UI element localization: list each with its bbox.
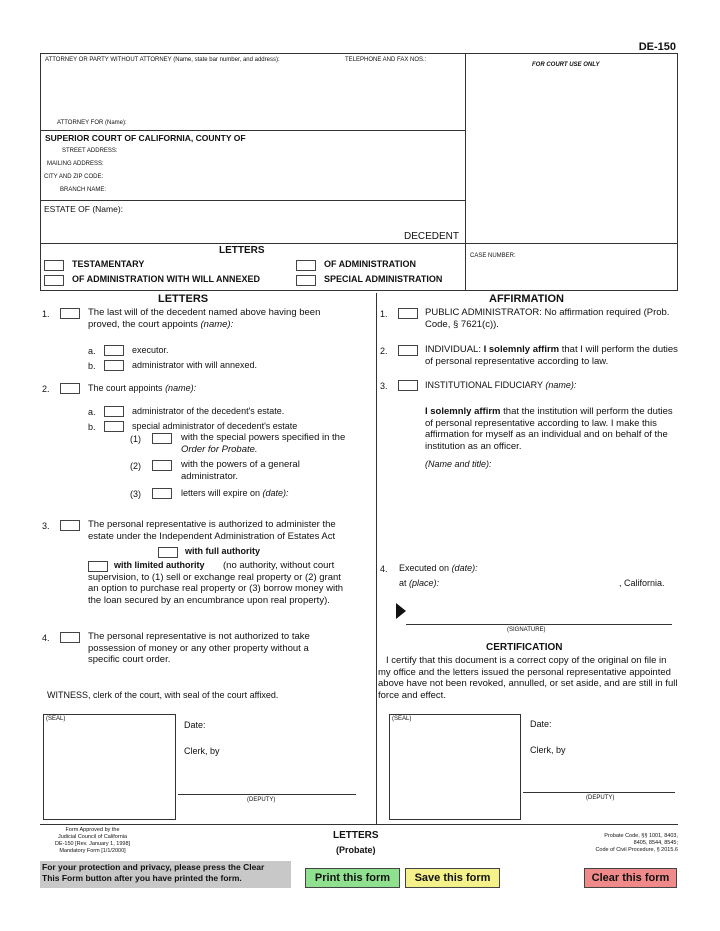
- special-powers-checkbox[interactable]: [152, 433, 172, 444]
- right-clerk-label: Clerk, by: [530, 745, 566, 755]
- letters-item3-text: The personal representative is authorized to administer the estate under the Independent Administration of Estates Act: [88, 519, 336, 542]
- executor-label: executor.: [132, 345, 169, 355]
- left-date-label: Date:: [184, 720, 206, 730]
- administrator-will-checkbox[interactable]: [104, 360, 124, 371]
- administrator-estate-label: administrator of the decedent's estate.: [132, 406, 285, 416]
- mailing-label: MAILING ADDRESS:: [47, 161, 104, 167]
- limited-authority-label: with limited authority: [114, 560, 205, 570]
- privacy-notice: For your protection and privacy, please press the Clear This Form button after you have printed the form.: [40, 861, 291, 888]
- case-number-label: CASE NUMBER:: [470, 253, 516, 259]
- testamentary-checkbox[interactable]: [44, 260, 64, 271]
- sub2-number: (2): [130, 461, 141, 471]
- letters-item2-number: 2.: [42, 384, 50, 394]
- special-administrator-label: special administrator of decedent's estate: [132, 421, 298, 431]
- at-place-label: at (place):: [399, 578, 440, 588]
- executed-on-label: Executed on (date):: [399, 563, 478, 573]
- individual-checkbox[interactable]: [398, 345, 418, 356]
- of-administration-label: OF ADMINISTRATION: [324, 259, 416, 269]
- letters-item4-text: The personal representative is not authorized to take possession of money or any other property without a specific court order.: [88, 631, 310, 666]
- certification-text: I certify that this document is a correct copy of the original on file in my office and the letters issued the personal representative appointed above have not been revoked, annulled, or set aside, and are still in full force and effect.: [378, 655, 678, 701]
- approval-block: Form Approved by the Judicial Council of California DE-150 [Rev. January 1, 1998] Mandatory Form [1/1/2000]: [54, 827, 131, 855]
- decedent-label: DECEDENT: [404, 231, 460, 242]
- administrator-will-label: administrator with will annexed.: [132, 360, 258, 370]
- letters-item2a-letter: a.: [88, 407, 96, 417]
- right-seal-box: [389, 714, 521, 820]
- expire-checkbox[interactable]: [152, 488, 172, 499]
- left-deputy-label: (DEPUTY): [247, 797, 276, 803]
- affirmation-heading: AFFIRMATION: [489, 293, 564, 305]
- general-powers-checkbox[interactable]: [152, 460, 172, 471]
- form-number: DE-150: [638, 41, 676, 53]
- left-seal-box: [43, 714, 176, 820]
- estate-label: ESTATE OF (Name):: [44, 204, 124, 214]
- affirmation-item4-number: 4.: [380, 564, 388, 574]
- clear-button[interactable]: Clear this form: [584, 868, 677, 888]
- expire-text: letters will expire on (date):: [181, 488, 289, 498]
- of-administration-checkbox[interactable]: [296, 260, 316, 271]
- california-label: , California.: [619, 578, 665, 588]
- institutional-fiduciary-checkbox[interactable]: [398, 380, 418, 391]
- code-citations: Probate Code, §§ 1001, 8403, 8405, 8544, 8545; Code of Civil Procedure, § 2015.6: [595, 833, 678, 854]
- institution-name-title-label: (Name and title):: [425, 459, 492, 469]
- letters-item3-checkbox[interactable]: [60, 520, 80, 531]
- attorney-for-label: ATTORNEY FOR (Name):: [57, 120, 127, 126]
- letters-item4-checkbox[interactable]: [60, 632, 80, 643]
- footer-subtitle: (Probate): [336, 845, 376, 855]
- letters-item1-number: 1.: [42, 309, 50, 319]
- witness-text: WITNESS, clerk of the court, with seal of the court affixed.: [47, 690, 279, 700]
- general-powers-text: with the powers of a general administrator.: [181, 459, 300, 482]
- full-authority-label: with full authority: [185, 546, 260, 556]
- letters-heading: LETTERS: [158, 293, 209, 305]
- with-will-label: OF ADMINISTRATION WITH WILL ANNEXED: [72, 274, 260, 284]
- letters-type-title: LETTERS: [219, 245, 265, 256]
- full-authority-checkbox[interactable]: [158, 547, 178, 558]
- letters-item1-checkbox[interactable]: [60, 308, 80, 319]
- administrator-estate-checkbox[interactable]: [104, 406, 124, 417]
- save-button[interactable]: Save this form: [405, 868, 500, 888]
- letters-item2-text: The court appoints (name):: [88, 383, 197, 393]
- letters-item1-text: The last will of the decedent named above having been proved, the court appoints (name):: [88, 307, 321, 330]
- right-seal-label: (SEAL): [392, 716, 412, 722]
- certification-heading: CERTIFICATION: [486, 642, 563, 653]
- city-label: CITY AND ZIP CODE:: [44, 174, 104, 180]
- public-administrator-checkbox[interactable]: [398, 308, 418, 319]
- print-button[interactable]: Print this form: [305, 868, 400, 888]
- branch-label: BRANCH NAME:: [60, 187, 107, 193]
- institution-affirm-text: I solemnly affirm that the institution will perform the duties of personal representative according to law. I make this affirmation for myself as an individual and on behalf of the institution as an officer.: [425, 406, 673, 452]
- limited-authority-text: (no authority, without court supervision, to (1) sell or exchange real property or (2) grant an option to purchase real property or (3) borrow money with the loan secured by an encumbrance upon real property).: [88, 560, 344, 606]
- left-clerk-label: Clerk, by: [184, 746, 220, 756]
- affirmation-item3-number: 3.: [380, 381, 388, 391]
- affirmation-item2-number: 2.: [380, 346, 388, 356]
- sub1-number: (1): [130, 434, 141, 444]
- with-will-checkbox[interactable]: [44, 275, 64, 286]
- letters-item4-number: 4.: [42, 633, 50, 643]
- left-seal-label: (SEAL): [46, 716, 66, 722]
- header-box: [40, 53, 678, 291]
- letters-item2b-letter: b.: [88, 422, 96, 432]
- affirmation-item1-number: 1.: [380, 309, 388, 319]
- special-administration-checkbox[interactable]: [296, 275, 316, 286]
- right-date-label: Date:: [530, 719, 552, 729]
- sub3-number: (3): [130, 489, 141, 499]
- letters-item2-checkbox[interactable]: [60, 383, 80, 394]
- phone-label: TELEPHONE AND FAX NOS.:: [345, 57, 427, 63]
- executor-checkbox[interactable]: [104, 345, 124, 356]
- special-administration-label: SPECIAL ADMINISTRATION: [324, 274, 443, 284]
- footer-title: LETTERS: [333, 830, 379, 841]
- court-title: SUPERIOR COURT OF CALIFORNIA, COUNTY OF: [45, 133, 246, 143]
- public-administrator-text: PUBLIC ADMINISTRATOR: No affirmation required (Prob. Code, § 7621(c)).: [425, 307, 670, 330]
- signature-arrow-icon: [396, 603, 406, 619]
- letters-item1a-letter: a.: [88, 346, 96, 356]
- special-powers-text: with the special powers specified in the Order for Probate.: [181, 432, 346, 455]
- right-deputy-label: (DEPUTY): [586, 795, 615, 801]
- attorney-label: ATTORNEY OR PARTY WITHOUT ATTORNEY (Name, state bar number, and address):: [45, 57, 280, 63]
- street-label: STREET ADDRESS:: [62, 148, 118, 154]
- signature-label: (SIGNATURE): [507, 627, 546, 633]
- individual-text: INDIVIDUAL: I solemnly affirm that I will perform the duties of personal representative according to law.: [425, 344, 678, 367]
- letters-item1b-letter: b.: [88, 361, 96, 371]
- institutional-fiduciary-label: INSTITUTIONAL FIDUCIARY (name):: [425, 380, 577, 390]
- court-use-label: FOR COURT USE ONLY: [532, 62, 600, 68]
- special-administrator-checkbox[interactable]: [104, 421, 124, 432]
- testamentary-label: TESTAMENTARY: [72, 259, 145, 269]
- letters-item3-number: 3.: [42, 521, 50, 531]
